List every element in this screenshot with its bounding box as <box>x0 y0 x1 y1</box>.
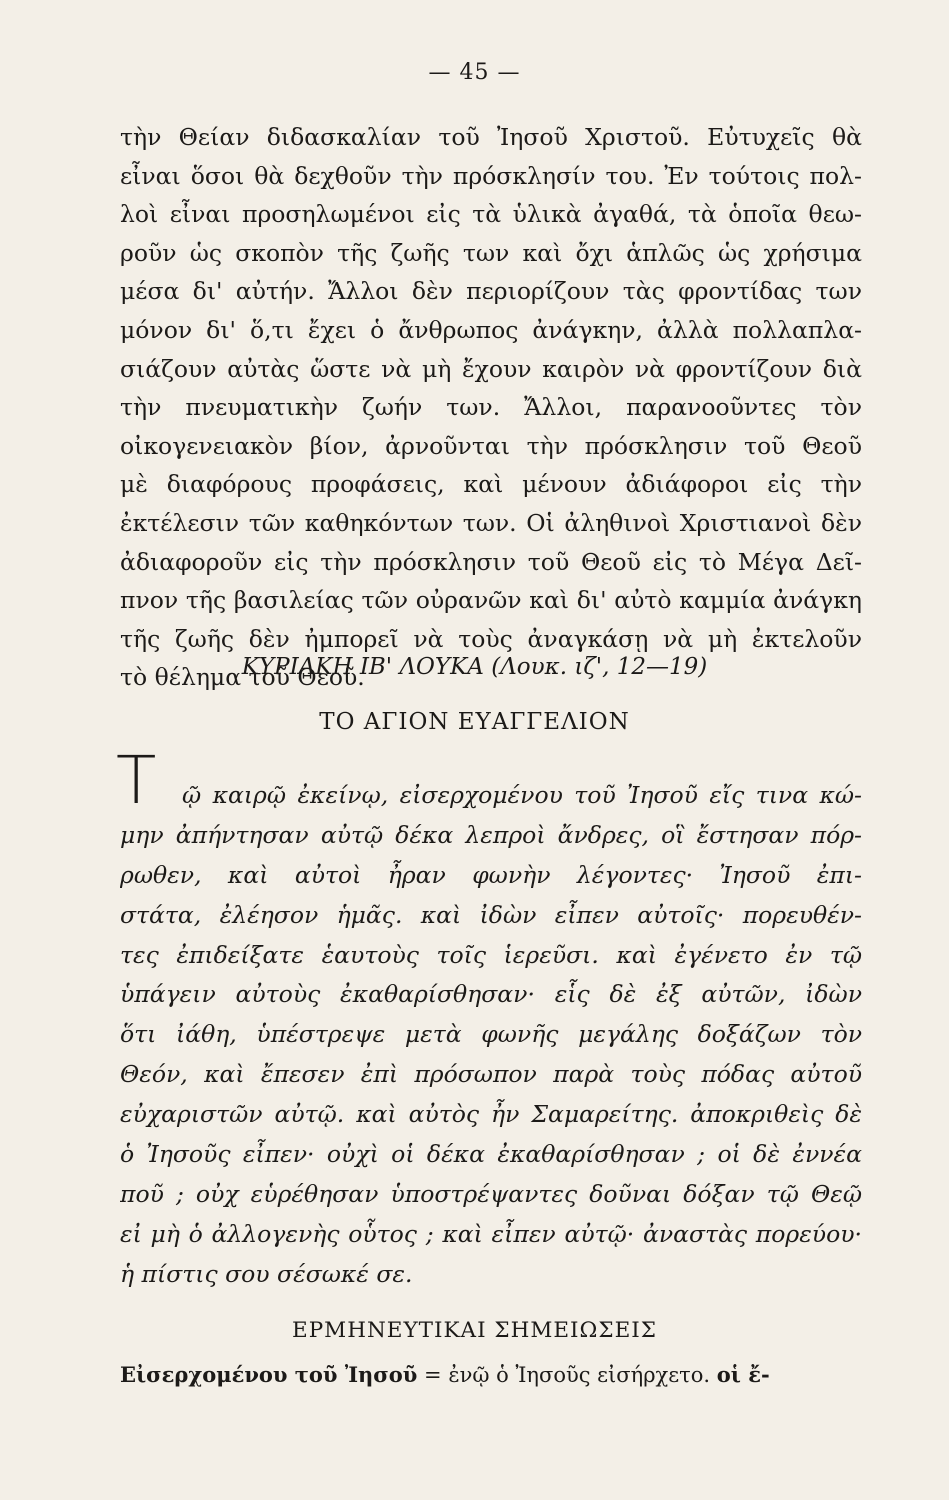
gospel-line: ρωθεν, καὶ αὐτοὶ ἦραν φωνὴν λέγοντες· Ἰησοῦ ἐπι- <box>120 860 862 889</box>
note-gloss: ἐνῷ ὁ Ἰησοῦς εἰσήρχετο. <box>448 1363 717 1387</box>
text-line: ἐκτέλεσιν τῶν καθηκόντων των. Οἱ ἀληθινοὶ Χριστιανοὶ δὲν <box>120 508 862 537</box>
gospel-line: μην ἀπήντησαν αὐτῷ δέκα λεπροὶ ἄνδρες, οἳ ἔστησαν πόρ- <box>120 820 862 849</box>
drop-cap: Τ <box>116 742 157 819</box>
body-paragraph <box>120 118 862 697</box>
note-continuation: οἱ ἔ- <box>716 1362 770 1387</box>
text-line: τὴν πνευματικὴν ζωήν των. Ἄλλοι, παρανοοῦντες τὸν <box>120 393 862 422</box>
text-line: μέσα δι' αὐτήν. Ἄλλοι δὲν περιορίζουν τὰς φροντίδας των <box>120 277 862 306</box>
text-line: λοὶ εἶναι προσηλωμένοι εἰς τὰ ὑλικὰ ἀγαθά, τὰ ὁποῖα θεω- <box>120 200 862 229</box>
sunday-heading: ΚΥΡΙΑΚΗ ΙΒ' ΛΟΥΚΑ (Λουκ. ιζ', 12—19) <box>241 654 708 680</box>
text-line: ἀδιαφοροῦν εἰς τὴν πρόσκλησιν τοῦ Θεοῦ εἰς τὸ Μέγα Δεῖ- <box>120 547 862 576</box>
text-line: τῆς ζωῆς δὲν ἠμπορεῖ νὰ τοὺς ἀναγκάσῃ νὰ μὴ ἐκτελοῦν <box>120 624 862 653</box>
gospel-line: ὁ Ἰησοῦς εἶπεν· οὐχὶ οἱ δέκα ἐκαθαρίσθησαν ; οἱ δὲ ἐννέα <box>120 1140 862 1169</box>
text-line: πνον τῆς βασιλείας τῶν οὐρανῶν καὶ δι' αὐτὸ καμμία ἀνάγκη <box>120 586 862 615</box>
text-line: ροῦν ὡς σκοπὸν τῆς ζωῆς των καὶ ὄχι ἁπλῶς ὡς χρήσιμα <box>120 238 862 267</box>
gospel-text <box>120 776 862 1295</box>
text-line: εἶναι ὅσοι θὰ δεχθοῦν τὴν πρόσκλησίν του. Ἐν τούτοις πολ- <box>120 161 862 190</box>
text-line: τὴν Θείαν διδασκαλίαν τοῦ Ἰησοῦ Χριστοῦ. Εὐτυχεῖς θὰ <box>120 123 862 151</box>
note-equals: = <box>417 1363 449 1387</box>
note-line <box>120 1362 862 1387</box>
note-term: Εἰσερχομένου τοῦ Ἰησοῦ <box>120 1362 418 1387</box>
gospel-line: τες ἐπιδείξατε ἑαυτοὺς τοῖς ἱερεῦσι. καὶ ἐγένετο ἐν τῷ <box>120 940 862 969</box>
gospel-line: ὅτι ἰάθη, ὑπέστρεψε μετὰ φωνῆς μεγάλης δοξάζων τὸν <box>120 1020 862 1049</box>
gospel-line: ἡ πίστις σου σέσωκέ σε. <box>120 1259 413 1288</box>
gospel-line: εὐχαριστῶν αὐτῷ. καὶ αὐτὸς ἦν Σαμαρείτης. ἀποκριθεὶς δὲ <box>120 1100 862 1129</box>
text-line: τὸ θέλημα τοῦ Θεοῦ. <box>120 663 365 692</box>
gospel-line: ποῦ ; οὐχ εὑρέθησαν ὑποστρέψαντες δοῦναι δόξαν τῷ Θεῷ <box>120 1179 862 1208</box>
text-line: μὲ διαφόρους προφάσεις, καὶ μένουν ἀδιάφοροι εἰς τὴν <box>120 470 862 499</box>
gospel-line: ῷ καιρῷ ἐκείνῳ, εἰσερχομένου τοῦ Ἰησοῦ εἴς τινα κώ- <box>182 781 862 809</box>
text-line: μόνον δι' ὅ,τι ἔχει ὁ ἄνθρωπος ἀνάγκην, ἀλλὰ πολλαπλα- <box>120 315 862 344</box>
text-line: σιάζουν αὐτὰς ὥστε νὰ μὴ ἔχουν καιρὸν νὰ φροντίζουν διὰ <box>120 354 862 383</box>
gospel-heading: ΤΟ ΑΓΙΟΝ ΕΥΑΓΓΕΛΙΟΝ <box>319 709 630 735</box>
gospel-line: ὑπάγειν αὐτοὺς ἐκαθαρίσθησαν· εἷς δὲ ἐξ αὐτῶν, ἰδὼν <box>120 980 862 1009</box>
gospel-line: στάτα, ἐλέησον ἡμᾶς. καὶ ἰδὼν εἶπεν αὐτοῖς· πορευθέν- <box>120 900 862 929</box>
gospel-line: Θεόν, καὶ ἔπεσεν ἐπὶ πρόσωπον παρὰ τοὺς πόδας αὐτοῦ <box>120 1060 862 1089</box>
notes-heading: ΕΡΜΗΝΕΥΤΙΚΑΙ ΣΗΜΕΙΩΣΕΙΣ <box>292 1318 657 1343</box>
text-line: οἰκογενειακὸν βίον, ἀρνοῦνται τὴν πρόσκλησιν τοῦ Θεοῦ <box>120 431 862 460</box>
gospel-line: εἰ μὴ ὁ ἀλλογενὴς οὗτος ; καὶ εἶπεν αὐτῷ· ἀναστὰς πορεύου· <box>120 1219 862 1248</box>
page-number: — 45 — <box>428 60 521 85</box>
